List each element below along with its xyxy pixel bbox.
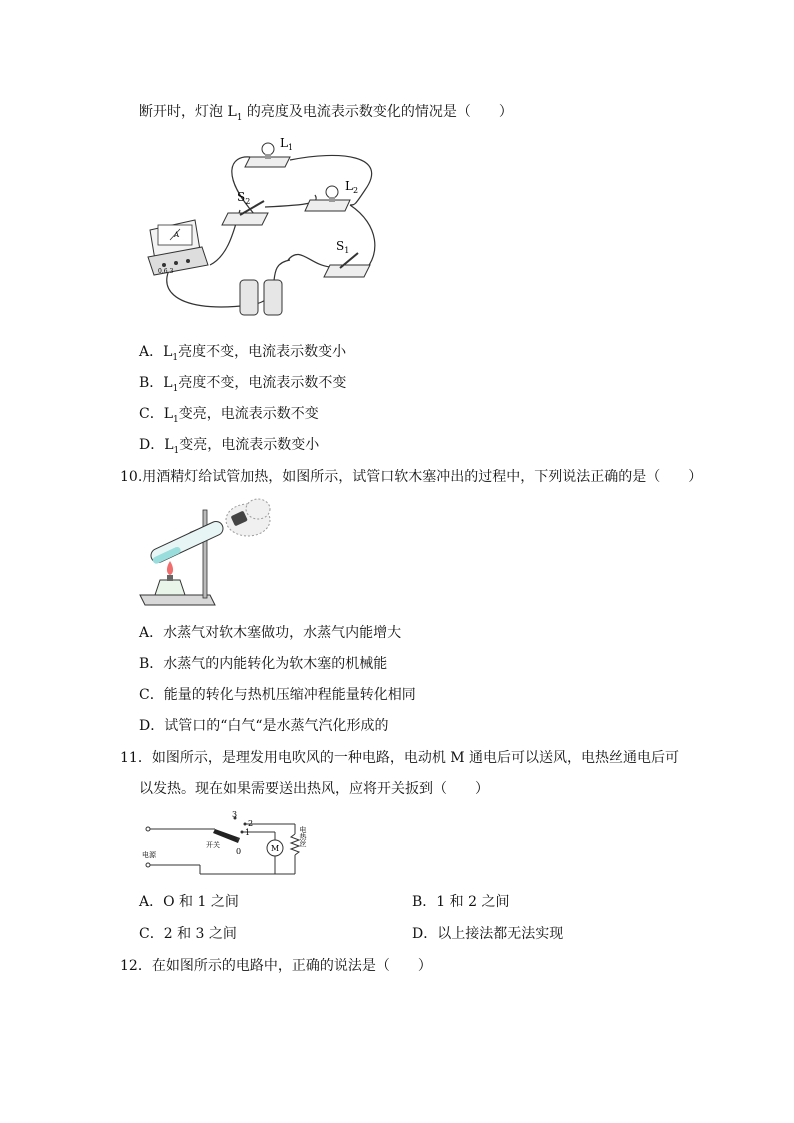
q11-option-b: B．1 和 2 之间 bbox=[412, 894, 510, 910]
lamp-l1-icon bbox=[262, 143, 274, 155]
q11-option-c: C．2 和 3 之间 bbox=[139, 926, 237, 942]
label-meter: A bbox=[174, 231, 180, 239]
q10-option-c: C．能量的转化与热机压缩冲程能量转化相同 bbox=[139, 687, 416, 703]
q10-option-b: B．水蒸气的内能转化为软木塞的机械能 bbox=[139, 656, 388, 672]
test-tube-icon bbox=[149, 519, 226, 565]
q10-test-tube-figure bbox=[140, 495, 275, 615]
q9-option-d-sub: 1 bbox=[173, 446, 180, 456]
q9-option-a-letter: A．L bbox=[139, 344, 173, 360]
q9-option-d-text: 变亮，电流表示数变小 bbox=[179, 437, 320, 453]
q9-option-c bbox=[139, 405, 319, 425]
q9-stem-part-a: 断开时，灯泡 L bbox=[139, 104, 237, 120]
heater-resistor-icon bbox=[291, 834, 299, 855]
label-s2: $S_2$ bbox=[237, 190, 251, 206]
q11-circuit-figure bbox=[140, 812, 310, 882]
label-l2: $L_2$ bbox=[345, 179, 359, 195]
label-contact-3: 3 bbox=[232, 810, 238, 819]
label-contact-1: 1 bbox=[245, 828, 251, 837]
q10-option-a: A．水蒸气对软木塞做功，水蒸气内能增大 bbox=[139, 625, 402, 641]
q9-option-c-text: 变亮，电流表示数不变 bbox=[178, 406, 319, 422]
label-l1: $L_1$ bbox=[280, 136, 294, 152]
lamp-l2-icon bbox=[326, 186, 338, 198]
q9-option-c-sub: 1 bbox=[173, 415, 179, 425]
q11-stem-line-2: 以发热。现在如果需要送出热风，应将开关扳到（ ） bbox=[139, 781, 489, 797]
q9-option-a bbox=[139, 343, 346, 363]
label-switch: 开关 bbox=[206, 841, 220, 849]
alcohol-lamp-icon bbox=[155, 561, 185, 595]
label-heater: 电热丝 bbox=[299, 826, 307, 847]
label-power: 电源 bbox=[142, 851, 156, 859]
q10-option-d: D．试管口的“白气“是水蒸气汽化形成的 bbox=[139, 718, 389, 734]
q9-circuit-figure bbox=[140, 135, 390, 320]
q9-option-b bbox=[139, 374, 346, 394]
q9-stem-subscript: 1 bbox=[236, 113, 243, 123]
battery-icon bbox=[240, 280, 282, 315]
q9-option-b-letter: B．L bbox=[139, 375, 173, 391]
q9-option-c-letter: C．L bbox=[139, 406, 174, 422]
q9-stem bbox=[139, 103, 513, 123]
q9-option-b-sub: 1 bbox=[172, 384, 179, 394]
switch-s1-icon bbox=[324, 265, 370, 277]
label-s1: $S_1$ bbox=[336, 239, 350, 255]
q12-stem: 12．在如图所示的电路中，正确的说法是（ ） bbox=[120, 958, 432, 974]
stand-rod-icon bbox=[203, 510, 207, 598]
switch-s2-icon bbox=[222, 213, 268, 225]
flame-icon bbox=[167, 561, 173, 575]
q11-stem-line-1: 11．如图所示，是理发用电吹风的一种电路，电动机 M 通电后可以送风，电热丝通电后可 bbox=[120, 750, 680, 766]
label-contact-0: 0 bbox=[236, 847, 242, 856]
q11-option-d: D．以上接法都无法实现 bbox=[412, 926, 564, 942]
q11-option-a: A．O 和 1 之间 bbox=[139, 894, 239, 910]
q9-option-d-letter: D．L bbox=[139, 437, 174, 453]
q10-stem: 10.用酒精灯给试管加热，如图所示，试管口软木塞冲出的过程中，下列说法正确的是（ ） bbox=[120, 469, 703, 485]
q9-option-b-text: 亮度不变，电流表示数不变 bbox=[178, 375, 347, 391]
label-contact-2: 2 bbox=[248, 819, 254, 828]
q9-stem-part-b: 的亮度及电流表示数变化的情况是（ ） bbox=[242, 104, 513, 120]
q9-option-a-sub: 1 bbox=[172, 353, 179, 363]
label-terminals: 0.6 3 bbox=[158, 268, 174, 275]
q9-option-a-text: 亮度不变，电流表示数变小 bbox=[178, 344, 347, 360]
q9-option-d bbox=[139, 436, 319, 456]
ammeter-icon bbox=[148, 220, 208, 275]
label-motor: M bbox=[271, 844, 280, 853]
